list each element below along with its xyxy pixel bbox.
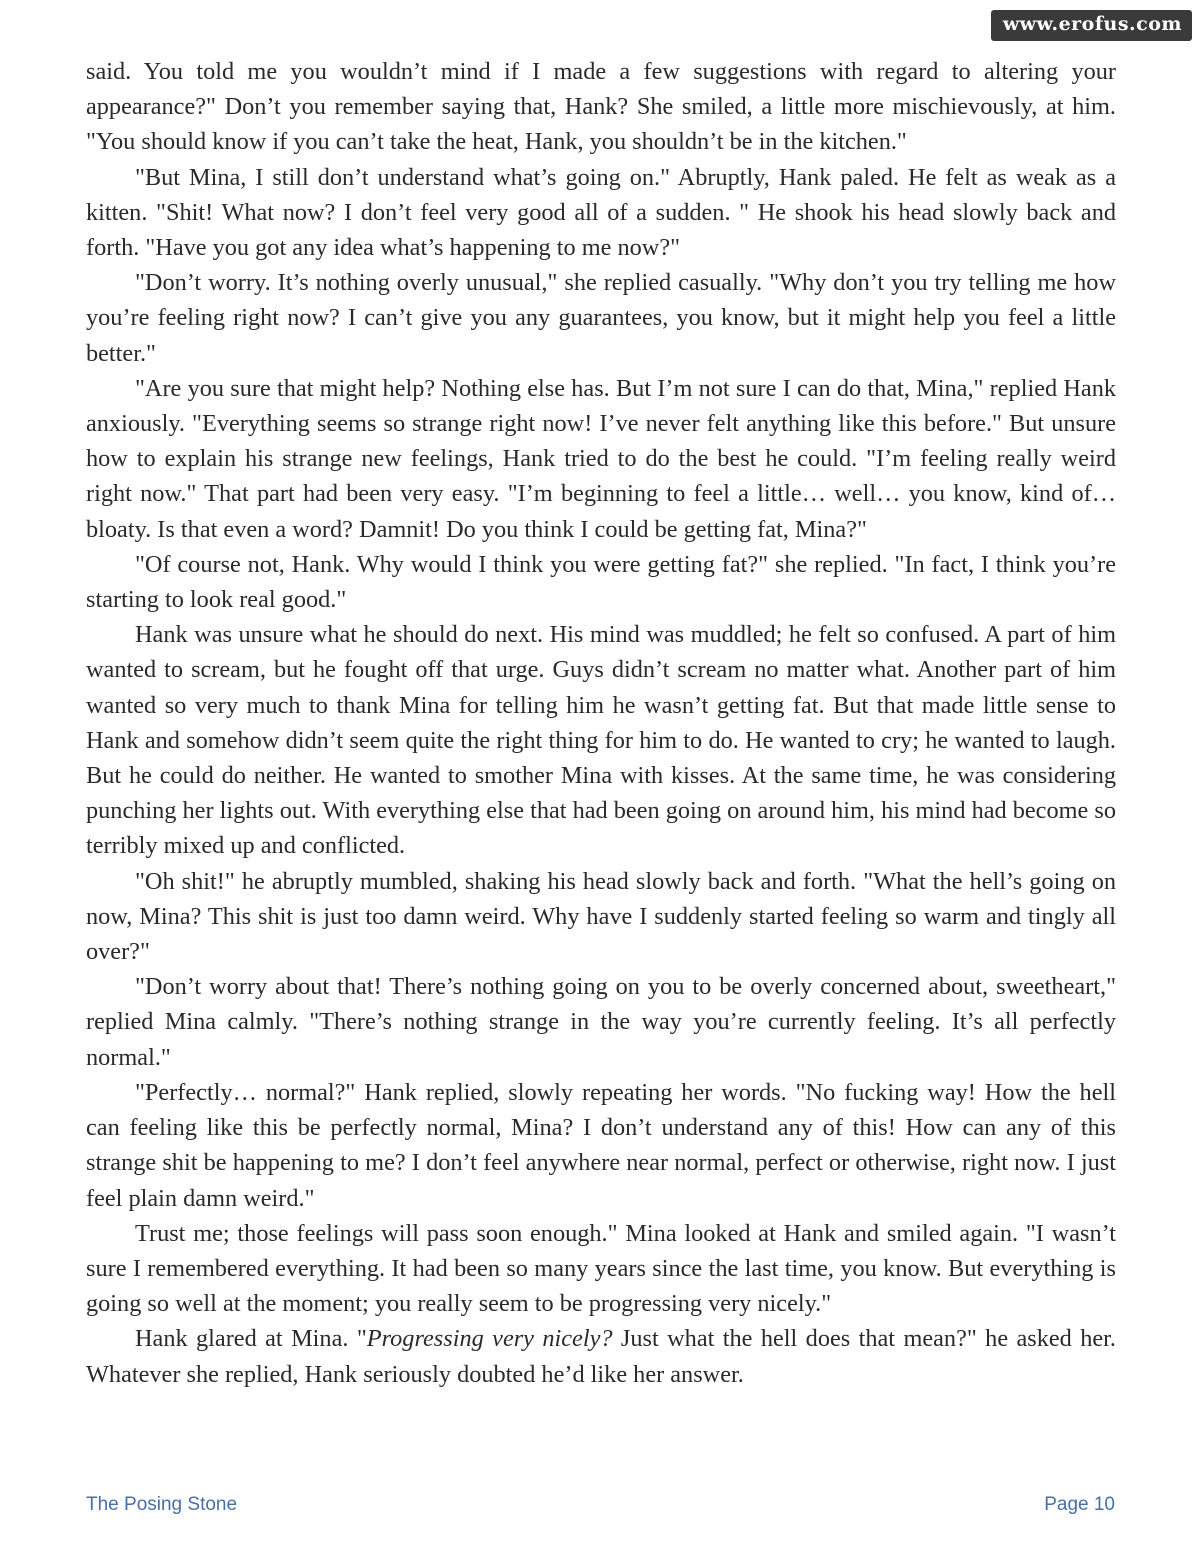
- footer-page-number: Page 10: [1044, 1494, 1115, 1515]
- watermark: www.erofus.com: [991, 10, 1192, 41]
- paragraph: "Don’t worry about that! There’s nothing going on you to be overly concerned about, sweetheart," replied Mina calmly. "There’s nothing strange in the way you’re currently feeling. It’s all perfectly normal.": [86, 973, 1116, 1071]
- paragraph: "Don’t worry. It’s nothing overly unusual," she replied casually. "Why don’t you try telling me how you’re feeling right now? I can’t give you any guarantees, you know, but it might help you feel a little better.": [86, 269, 1116, 367]
- italic-quote: Progressing very nicely?: [366, 1325, 613, 1353]
- footer-book-title: The Posing Stone: [86, 1494, 238, 1515]
- paragraph: said. You told me you wouldn’t mind if I made a few suggestions with regard to altering your appearance?" Don’t you remember saying that, Hank? She smiled, a little more mischievously, at him. "You should know if you can’t take the heat, Hank, you shouldn’t be in the kitchen.": [86, 58, 1116, 156]
- body-text: [86, 54, 1116, 1392]
- paragraph-last-start: Hank glared at Mina. ": [135, 1325, 367, 1353]
- paragraph: "Of course not, Hank. Why would I think you were getting fat?" she replied. "In fact, I think you’re starting to look real good.": [86, 550, 1116, 614]
- paragraph: "Are you sure that might help? Nothing else has. But I’m not sure I can do that, Mina," replied Hank anxiously. "Everything seems so strange right now! I’ve never felt anything like this before." But unsure how to explain his strange new feelings, Hank tried to do the best he could. "I’m feeling really weird right now." That part had been very easy. "I’m beginning to feel a little… well… you know, kind of… bloaty. Is that even a word? Damnit! Do you think I could be getting fat, Mina?": [86, 374, 1116, 543]
- paragraph: "Oh shit!" he abruptly mumbled, shaking his head slowly back and forth. "What the hell’s going on now, Mina? This shit is just too damn weird. Why have I suddenly started feeling so warm and tingly all over?": [86, 867, 1116, 966]
- paragraph: "Perfectly… normal?" Hank replied, slowly repeating her words. "No fucking way! How the hell can feeling like this be perfectly normal, Mina? I don’t understand any of this! How can any of this strange shit be happening to me? I don’t feel anywhere near normal, perfect or otherwise, right now. I just feel plain damn weird.": [86, 1078, 1116, 1212]
- paragraph-last: [86, 1321, 1116, 1391]
- paragraph: Hank was unsure what he should do next. His mind was muddled; he felt so confused. A part of him wanted to scream, but he fought off that urge. Guys didn’t scream no matter what. Another part of him wanted so very much to thank Mina for telling him he wasn’t getting fat. But that made little sense to Hank and somehow didn’t seem quite the right thing for him to do. He wanted to cry; he wanted to laugh. But he could do neither. He wanted to smother Mina with kisses. At the same time, he was considering punching her lights out. With everything else that had been going on around him, his mind had become so terribly mixed up and conflicted.: [86, 621, 1116, 860]
- paragraph-last-end: Just what the hell does that mean?" he asked her. Whatever she replied, Hank seriously doubted he’d like her answer.: [86, 1325, 1116, 1388]
- paragraph: Trust me; those feelings will pass soon enough." Mina looked at Hank and smiled again. "I wasn’t sure I remembered everything. It had been so many years since the last time, you know. But everything is going so well at the moment; you really seem to be progressing very nicely.": [86, 1219, 1116, 1318]
- paragraph: "But Mina, I still don’t understand what’s going on." Abruptly, Hank paled. He felt as weak as a kitten. "Shit! What now? I don’t feel very good all of a sudden. " He shook his head slowly back and forth. "Have you got any idea what’s happening to me now?": [86, 163, 1116, 262]
